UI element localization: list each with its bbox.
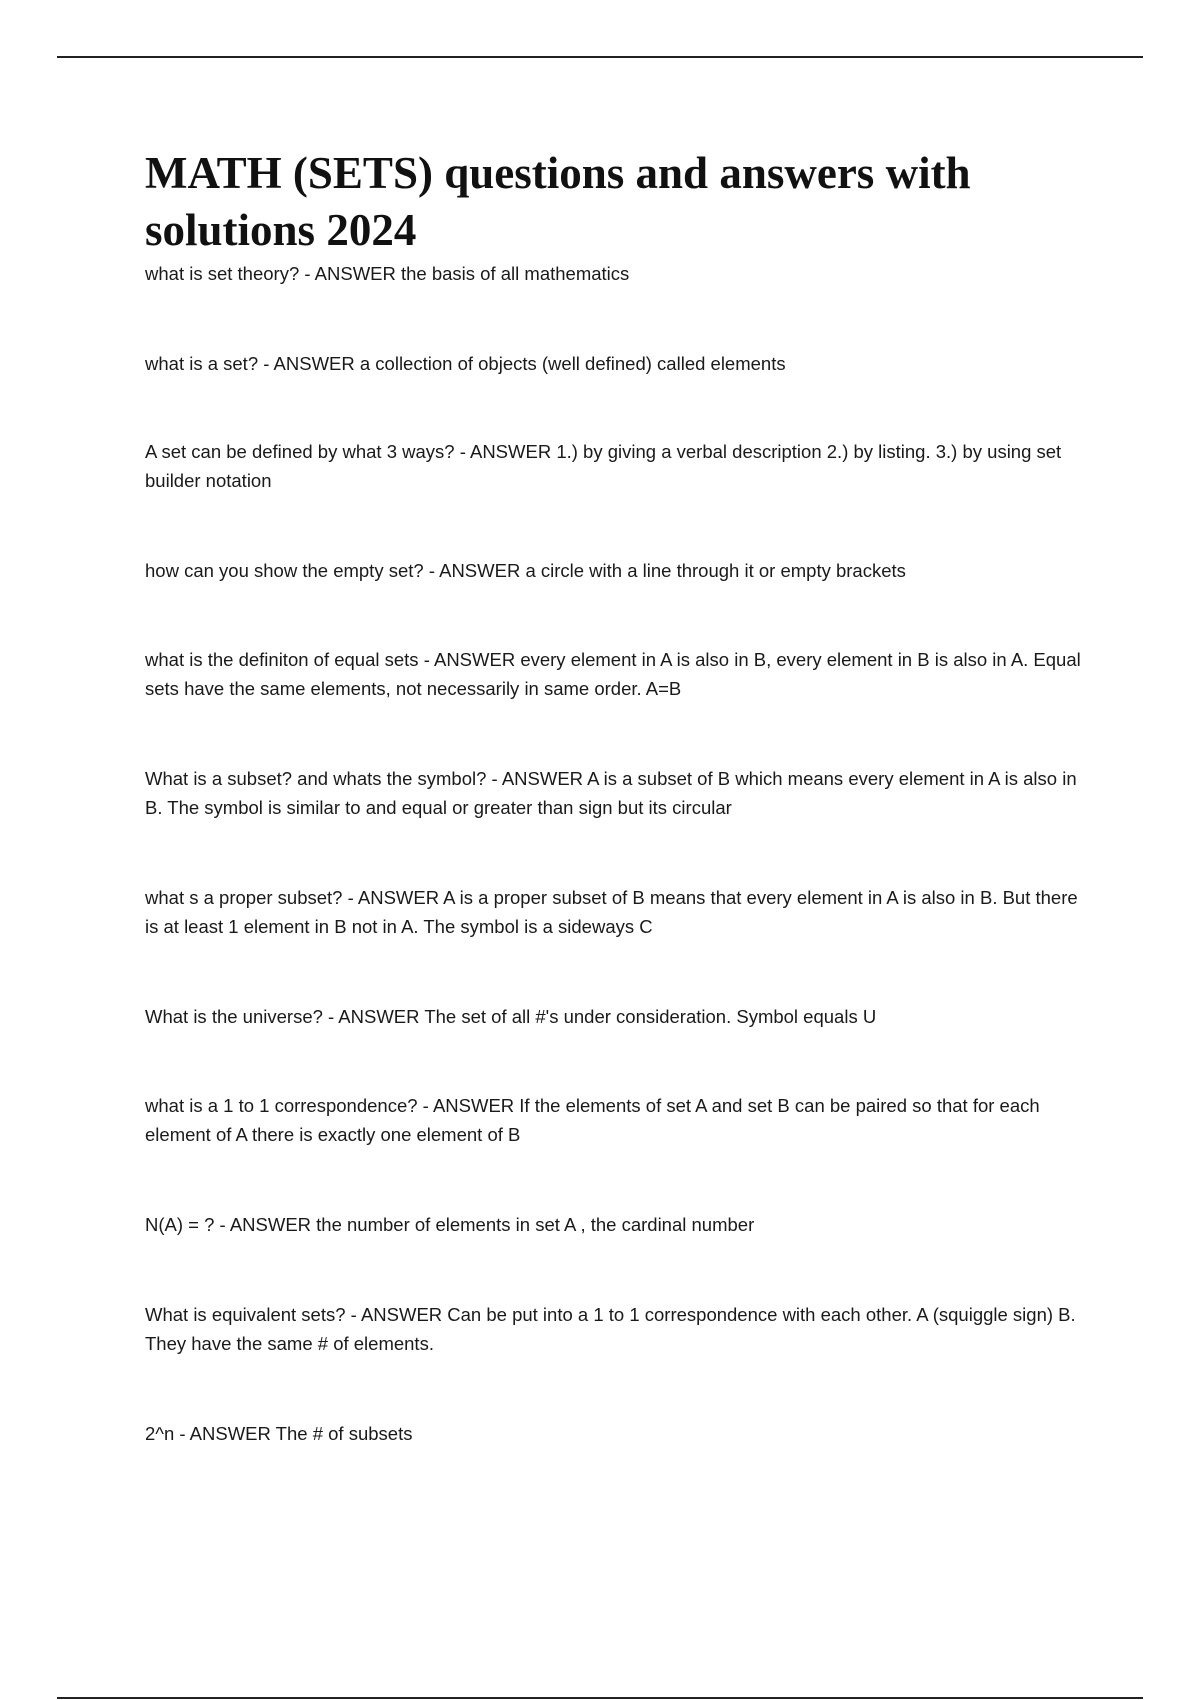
qa-item: what s a proper subset? - ANSWER A is a proper subset of B means that every element in A is also in B. But there is at least 1 element in B not in A. The symbol is a sideways C	[145, 887, 1078, 937]
qa-item: what is a set? - ANSWER a collection of objects (well defined) called elements	[145, 353, 786, 374]
document-title: MATH (SETS) questions and answers with solutions 2024	[145, 148, 971, 255]
qa-item: what is the definiton of equal sets - ANSWER every element in A is also in B, every element in B is also in A. Equal sets have the same elements, not necessarily in same order. A=B	[145, 649, 1081, 699]
qa-item: A set can be defined by what 3 ways? - ANSWER 1.) by giving a verbal description 2.) by listing. 3.) by using set builder notation	[145, 441, 1062, 491]
qa-item: what is set theory? - ANSWER the basis of all mathematics	[145, 263, 630, 284]
bottom-rule	[57, 1697, 1143, 1699]
qa-item: What is equivalent sets? - ANSWER Can be put into a 1 to 1 correspondence with each other. A (squiggle sign) B. They have the same # of elements.	[145, 1304, 1076, 1354]
qa-item: what is a 1 to 1 correspondence? - ANSWER If the elements of set A and set B can be paired so that for each element of A there is exactly one element of B	[145, 1095, 1040, 1145]
top-rule	[57, 56, 1143, 58]
document-body	[145, 145, 1090, 1448]
qa-item: how can you show the empty set? - ANSWER a circle with a line through it or empty brackets	[145, 560, 906, 581]
qa-item: 2^n - ANSWER The # of subsets	[145, 1423, 413, 1444]
qa-item: What is the universe? - ANSWER The set of all #'s under consideration. Symbol equals U	[145, 1006, 877, 1027]
qa-list	[145, 259, 1090, 1448]
qa-item: What is a subset? and whats the symbol? - ANSWER A is a subset of B which means every element in A is also in B. The symbol is similar to and equal or greater than sign but its circular	[145, 768, 1077, 818]
qa-item: N(A) = ? - ANSWER the number of elements in set A , the cardinal number	[145, 1214, 755, 1235]
